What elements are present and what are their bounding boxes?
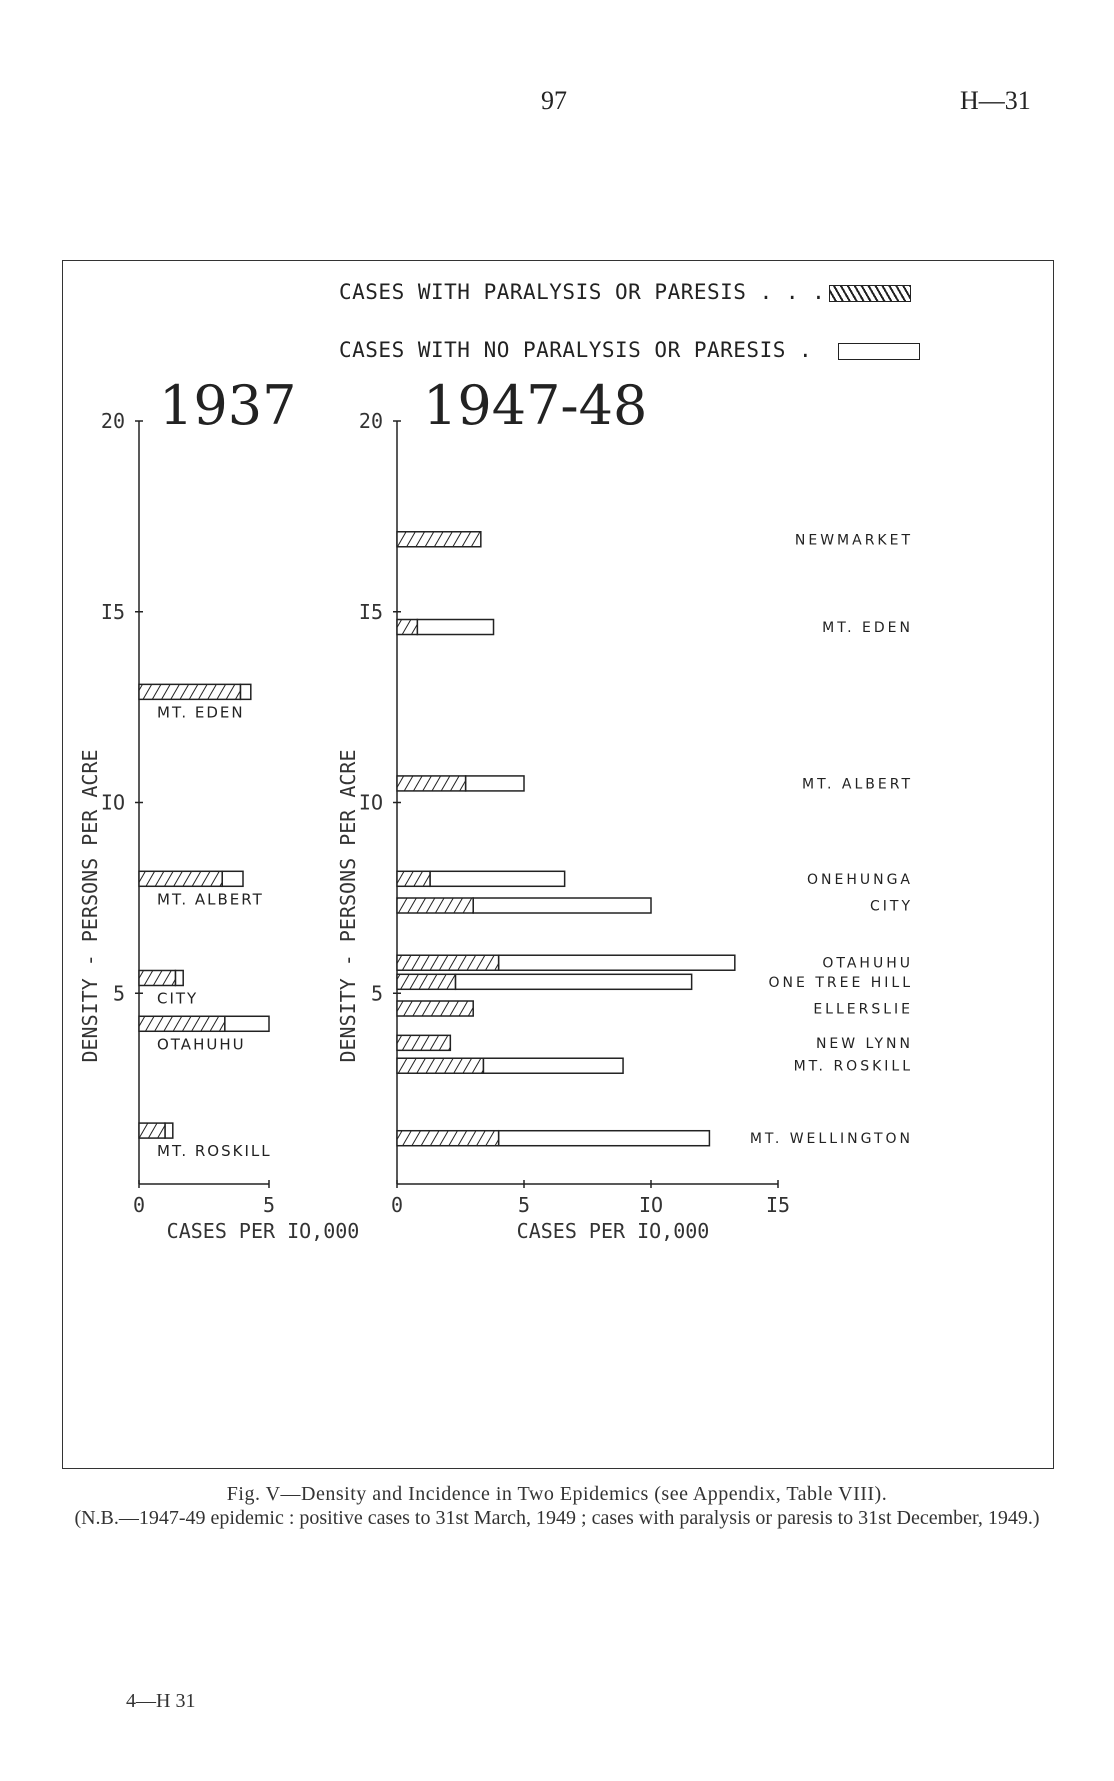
chart-canvas (63, 261, 1053, 1468)
bar-label-mt-roskill: MT. ROSKILL (793, 1058, 913, 1075)
bar-no-paralysis-otahuhu (225, 1016, 269, 1031)
bar-paralysis-otahuhu (139, 1016, 225, 1031)
bar-paralysis-mt-roskill (139, 1123, 165, 1138)
bar-label-otahuhu: OTAHUHU (822, 955, 913, 972)
report-code: H—31 (960, 86, 1031, 115)
x-tick-label: 5 (517, 1193, 531, 1217)
legend-hatched-swatch (829, 285, 911, 302)
bar-no-paralysis-mt-albert (222, 871, 243, 886)
y-tick-label: IO (358, 790, 383, 815)
figure-caption (40, 1482, 1074, 1530)
bar-label-newmarket: NEWMARKET (794, 532, 913, 549)
x-tick-label: I5 (765, 1193, 791, 1217)
bar-no-paralysis-onehunga (430, 871, 565, 886)
x-axis-label: CASES PER IO,000 (166, 1219, 360, 1243)
bar-paralysis-ellerslie (397, 1001, 473, 1016)
legend-open-swatch (838, 343, 920, 360)
bar-no-paralysis-mt-roskill (165, 1123, 173, 1138)
bar-paralysis-mt-albert (397, 776, 466, 791)
bar-label-mt-roskill: MT. ROSKILL (157, 1142, 272, 1161)
chart-title: 1947-48 (423, 374, 648, 437)
bar-paralysis-newmarket (397, 532, 481, 547)
bar-paralysis-mt-albert (139, 871, 222, 886)
bar-no-paralysis-mt-albert (466, 776, 524, 791)
bar-no-paralysis-mt-eden (240, 684, 250, 699)
x-tick-label: 0 (390, 1193, 404, 1217)
bar-label-ellerslie: ELLERSLIE (813, 1001, 913, 1018)
y-tick-label: I5 (100, 599, 125, 624)
bar-paralysis-new-lynn (397, 1035, 450, 1050)
y-tick-label: 20 (100, 409, 125, 433)
bar-label-mt-eden: MT. EDEN (822, 620, 913, 637)
bar-paralysis-mt-roskill (397, 1058, 483, 1073)
legend-paralysis-label: CASES WITH PARALYSIS OR PARESIS . . . (339, 280, 826, 304)
bar-paralysis-mt-eden (139, 684, 240, 699)
bar-no-paralysis-one-tree-hill (455, 974, 691, 989)
bar-label-mt-albert: MT. ALBERT (157, 890, 264, 909)
bar-no-paralysis-otahuhu (499, 955, 735, 970)
bar-label-one-tree-hill: ONE TREE HILL (768, 974, 913, 991)
x-axis-label: CASES PER IO,000 (516, 1219, 710, 1243)
legend-paralysis (339, 280, 911, 304)
bar-label-mt-eden: MT. EDEN (157, 703, 245, 722)
bar-paralysis-city (139, 970, 175, 985)
bar-no-paralysis-mt-wellington (499, 1131, 710, 1146)
bar-label-mt-albert: MT. ALBERT (802, 776, 913, 793)
page-number: 97 (541, 86, 567, 115)
bar-paralysis-mt-wellington (397, 1131, 499, 1146)
y-tick-label: 20 (358, 409, 383, 433)
legend-no-paralysis (339, 338, 920, 362)
y-tick-label: IO (100, 790, 125, 815)
y-tick-label: 5 (370, 981, 383, 1006)
bar-no-paralysis-city (175, 970, 183, 985)
bar-label-otahuhu: OTAHUHU (157, 1035, 246, 1054)
chart-title: 1937 (159, 374, 297, 437)
x-tick-label: IO (638, 1193, 664, 1217)
y-axis-label: DENSITY - PERSONS PER ACRE (78, 749, 102, 1063)
bar-no-paralysis-city (473, 898, 651, 913)
caption-note: (N.B.—1947-49 epidemic : positive cases to 31st March, 1949 ; cases with paralysis or paresis to 31st December, 1949.) (74, 1507, 1040, 1529)
y-tick-label: I5 (358, 599, 383, 624)
bar-paralysis-city (397, 898, 473, 913)
x-tick-label: 0 (132, 1193, 146, 1217)
bar-label-city: CITY (869, 898, 913, 915)
footer-code: 4—H 31 (126, 1690, 196, 1712)
x-tick-label: 5 (262, 1193, 276, 1217)
bar-label-city: CITY (157, 989, 199, 1008)
y-tick-label: 5 (112, 981, 125, 1006)
bar-label-new-lynn: NEW LYNN (815, 1035, 913, 1052)
bar-no-paralysis-mt-eden (417, 620, 493, 635)
bar-label-mt-wellington: MT. WELLINGTON (749, 1131, 913, 1148)
chart-panel-1947-48 (336, 374, 913, 1243)
figure-frame (62, 260, 1054, 1469)
bar-paralysis-one-tree-hill (397, 974, 455, 989)
caption-title: Fig. V—Density and Incidence in Two Epidemics (see Appendix, Table VIII). (226, 1483, 888, 1505)
y-axis-label: DENSITY - PERSONS PER ACRE (336, 749, 360, 1063)
bar-no-paralysis-mt-roskill (483, 1058, 623, 1073)
bar-paralysis-otahuhu (397, 955, 499, 970)
bar-paralysis-onehunga (397, 871, 430, 886)
bar-paralysis-mt-eden (397, 620, 417, 635)
legend-no-paralysis-label: CASES WITH NO PARALYSIS OR PARESIS . (339, 338, 813, 362)
bar-label-onehunga: ONEHUNGA (806, 871, 913, 888)
chart-panel-1937 (78, 374, 359, 1243)
